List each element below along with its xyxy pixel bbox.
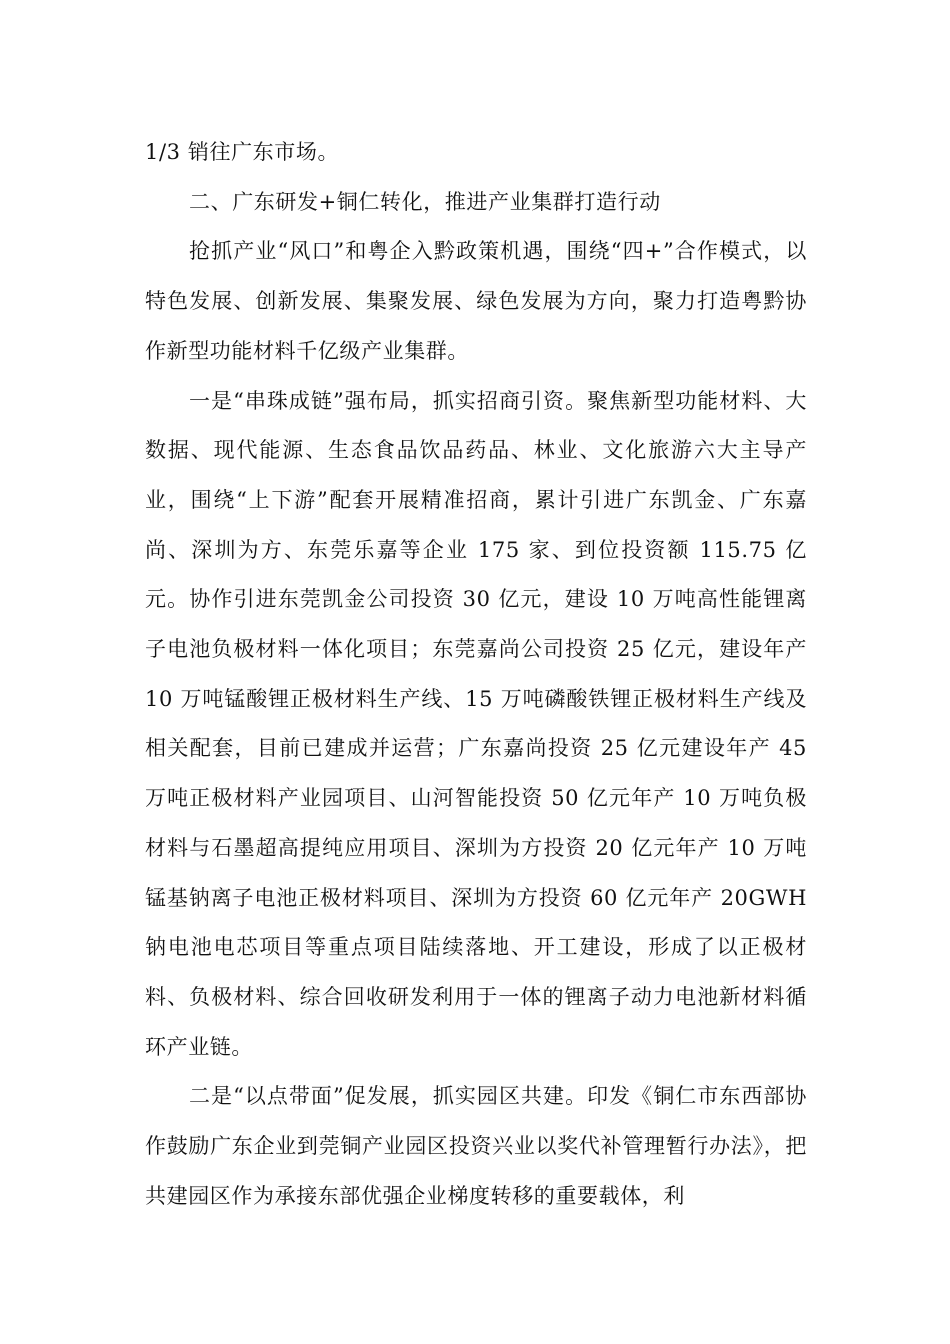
paragraph-section-intro: 抢抓产业“风口”和粤企入黔政策机遇，围绕“四+”合作模式，以特色发展、创新发展、集聚发展、绿色发展为方向，聚力打造粤黔协作新型功能材料千亿级产业集群。 [145, 239, 807, 363]
section-heading: 二、广东研发+铜仁转化，推进产业集群打造行动 [189, 189, 661, 214]
document-body [145, 128, 807, 1221]
paragraph-market-share-tail: 1/3 销往广东市场。 [145, 140, 340, 164]
paragraph-point-two: 二是“以点带面”促发展，抓实园区共建。印发《铜仁市东西部协作鼓励广东企业到莞铜产业园区投资兴业以奖代补管理暂行办法》，把共建园区作为承接东部优强企业梯度转移的重要载体，利 [145, 1084, 807, 1208]
paragraph-point-one: 一是“串珠成链”强布局，抓实招商引资。聚焦新型功能材料、大数据、现代能源、生态食品饮品药品、林业、文化旅游六大主导产业，围绕“上下游”配套开展精准招商，累计引进广东凯金、广东嘉尚、深圳为方、东莞乐嘉等企业 175 家、到位投资额 115.75 亿元。协作引进东莞凯金公司投资 30 亿元，建设 10 万吨高性能锂离子电池负极材料一体化项目；东莞嘉尚公司投资 25 亿元，建设年产 10 万吨锰酸锂正极材料生产线、15 万吨磷酸铁锂正极材料生产线及相关配套，目前已建成并运营；广东嘉尚投资 25 亿元建设年产 45 万吨正极材料产业园项目、山河智能投资 50 亿元年产 10 万吨负极材料与石墨超高提纯应用项目、深圳为方投资 20 亿元年产 10 万吨锰基钠离子电池正极材料项目、深圳为方投资 60 亿元年产 20GWH 钠电池电芯项目等重点项目陆续落地、开工建设，形成了以正极材料、负极材料、综合回收研发利用于一体的锂离子动力电池新材料循环产业链。 [145, 388, 807, 1059]
